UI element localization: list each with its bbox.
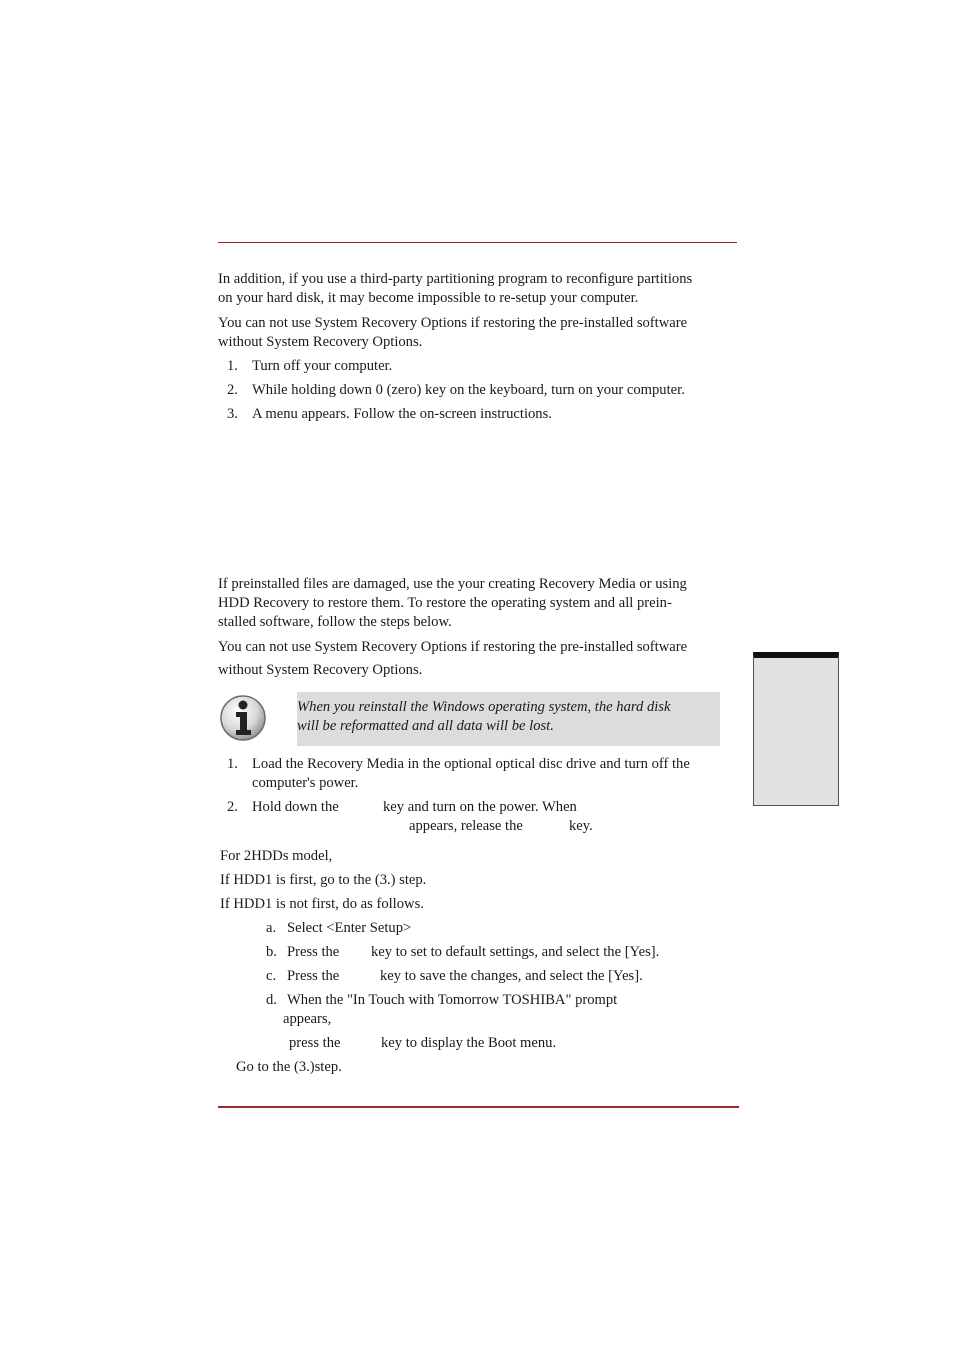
step-text: Load the Recovery Media in the optional optical disc drive and turn off the	[252, 756, 690, 772]
step-text: Hold down the	[252, 799, 339, 815]
step-text: While holding down 0 (zero) key on the keyboard, turn on your computer.	[252, 382, 685, 398]
header-rule	[218, 242, 737, 243]
step-text: computer's power.	[252, 775, 359, 791]
damaged-paragraph-line1: If preinstalled files are damaged, use the your creating Recovery Media or using	[218, 576, 687, 592]
substep-text: appears,	[283, 1011, 332, 1027]
step-number: 1.	[227, 756, 238, 772]
step-text: Turn off your computer.	[252, 358, 393, 374]
substep-text: key to save the changes, and select the [Yes].	[380, 968, 643, 984]
cannot-use-paragraph-line1: You can not use System Recovery Options if restoring the pre-installed software	[218, 315, 688, 331]
info-icon	[219, 692, 269, 744]
hdd-not-first-text: If HDD1 is not first, do as follows.	[220, 896, 424, 912]
step-text: appears, release the	[409, 818, 523, 834]
damaged-paragraph-line2: HDD Recovery to restore them. To restore the operating system and all prein-	[218, 595, 672, 611]
substep-letter: b.	[266, 944, 277, 960]
substep-text: key to set to default settings, and select the [Yes].	[371, 944, 660, 960]
step-number: 1.	[227, 358, 238, 374]
chapter-side-tab	[753, 652, 839, 806]
goto-step-text: Go to the (3.)step.	[236, 1059, 342, 1075]
note-box	[297, 692, 720, 746]
partition-paragraph-line1: In addition, if you use a third-party partitioning program to reconfigure partitions	[218, 271, 693, 287]
substep-letter: a.	[266, 920, 277, 936]
substep-text: When the "In Touch with Tomorrow TOSHIBA" prompt	[287, 992, 618, 1008]
step-number: 2.	[227, 382, 238, 398]
hdd-first-text: If HDD1 is first, go to the (3.) step.	[220, 872, 427, 888]
cannot-use-paragraph-line2: without System Recovery Options.	[218, 334, 423, 350]
step-text: key.	[569, 818, 593, 834]
substep-text: key to display the Boot menu.	[381, 1035, 557, 1051]
step-text: key and turn on the power. When	[383, 799, 577, 815]
partition-paragraph-line2: on your hard disk, it may become impossible to re-setup your computer.	[218, 290, 639, 306]
substep-text: Press the	[287, 944, 340, 960]
footer-rule	[218, 1106, 739, 1108]
cannot-use-paragraph-2-line2: without System Recovery Options.	[218, 662, 423, 678]
step-number: 3.	[227, 406, 238, 422]
substep-text: Select <Enter Setup>	[287, 920, 412, 936]
hdd-model-text: For 2HDDs model,	[220, 848, 333, 864]
substep-letter: d.	[266, 992, 277, 1008]
step-number: 2.	[227, 799, 238, 815]
cannot-use-paragraph-2-line1: You can not use System Recovery Options if restoring the pre-installed software	[218, 639, 688, 655]
note-line1: When you reinstall the Windows operating system, the hard disk	[297, 699, 671, 715]
note-line2: will be reformatted and all data will be lost.	[297, 718, 554, 734]
substep-text: press the	[289, 1035, 341, 1051]
substep-text: Press the	[287, 968, 340, 984]
substep-letter: c.	[266, 968, 277, 984]
step-text: A menu appears. Follow the on-screen instructions.	[252, 406, 552, 422]
damaged-paragraph-line3: stalled software, follow the steps below.	[218, 614, 452, 630]
